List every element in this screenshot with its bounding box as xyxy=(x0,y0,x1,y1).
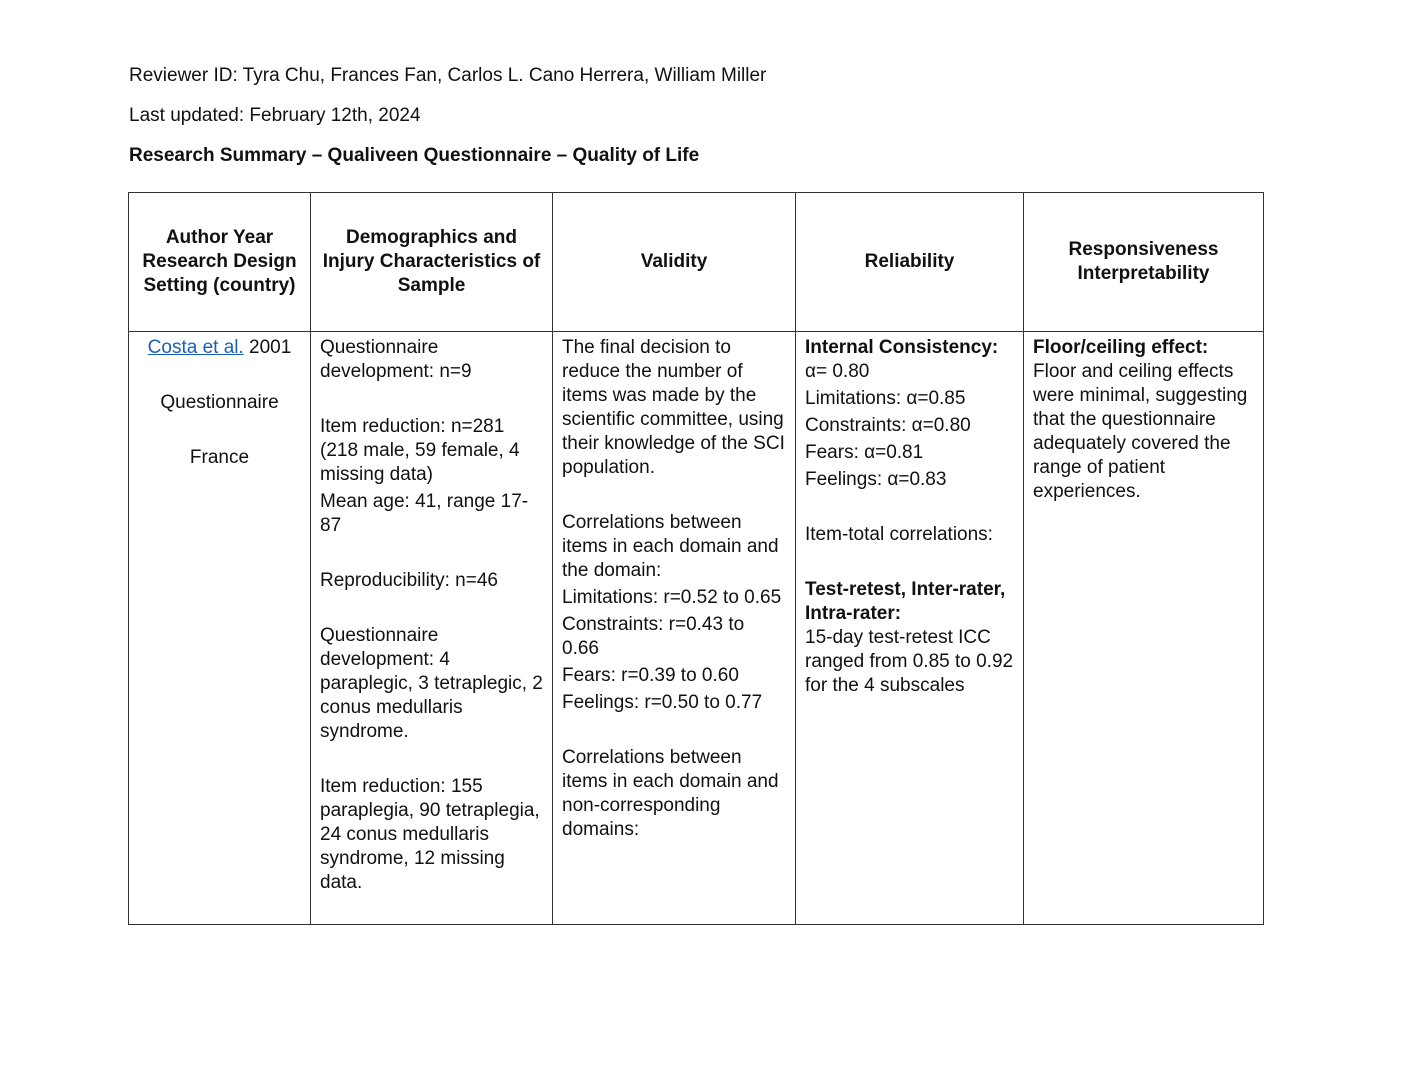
table-row xyxy=(129,332,1264,925)
reliability-text: Fears: α=0.81 xyxy=(805,442,924,463)
demographics-text: Mean age: 41, range 17-87 xyxy=(320,491,529,536)
reliability-text: α= 0.80 xyxy=(805,361,870,382)
demographics-text: Questionnaire development: 4 paraplegic, 3 tetraplegic, 2 conus medullaris syndrome. xyxy=(320,625,543,742)
validity-text: Fears: r=0.39 to 0.60 xyxy=(562,665,739,686)
table-header-row xyxy=(129,193,1264,332)
publication-year: 2001 xyxy=(249,337,292,358)
validity-text: Correlations between items in each domain and the domain: xyxy=(562,512,779,581)
validity-text: The final decision to reduce the number of items was made by the scientific committee, using their knowledge of the SCI population. xyxy=(562,337,785,478)
research-design: Questionnaire xyxy=(160,392,279,413)
document-title: Research Summary – Qualiveen Questionnaire – Quality of Life xyxy=(129,145,700,166)
research-summary-table xyxy=(128,192,1264,925)
reliability-text: Feelings: α=0.83 xyxy=(805,469,947,490)
internal-consistency-heading: Internal Consistency: xyxy=(805,337,999,358)
floor-ceiling-heading: Floor/ceiling effect: xyxy=(1033,337,1209,358)
cell-demographics xyxy=(311,332,553,925)
setting-country: France xyxy=(189,447,250,468)
reliability-text: 15-day test-retest ICC ranged from 0.85 to 0.92 for the 4 subscales xyxy=(805,627,1014,696)
author-citation xyxy=(138,336,301,360)
test-retest-heading: Test-retest, Inter-rater, Intra-rater: xyxy=(805,579,1006,624)
reviewer-id: Reviewer ID: Tyra Chu, Frances Fan, Carlos L. Cano Herrera, William Miller xyxy=(129,65,767,86)
cell-reliability xyxy=(796,332,1024,925)
reliability-text: Item-total correlations: xyxy=(805,524,993,545)
header-responsiveness: Responsiveness Interpretability xyxy=(1024,193,1264,332)
cell-responsiveness xyxy=(1024,332,1264,925)
validity-text: Feelings: r=0.50 to 0.77 xyxy=(562,692,763,713)
header-author: Author Year Research Design Setting (country) xyxy=(129,193,311,332)
validity-text: Constraints: r=0.43 to 0.66 xyxy=(562,614,745,659)
validity-text: Limitations: r=0.52 to 0.65 xyxy=(562,587,782,608)
citation-link[interactable]: Costa et al. xyxy=(147,337,244,358)
header-validity: Validity xyxy=(553,193,796,332)
responsiveness-text: Floor and ceiling effects were minimal, suggesting that the questionnaire adequately covered the range of patient experiences. xyxy=(1033,361,1248,502)
reliability-text: Constraints: α=0.80 xyxy=(805,415,971,436)
cell-author xyxy=(129,332,311,925)
validity-text: Correlations between items in each domain and non-corresponding domains: xyxy=(562,747,779,840)
last-updated: Last updated: February 12th, 2024 xyxy=(129,105,421,126)
header-demographics: Demographics and Injury Characteristics of Sample xyxy=(311,193,553,332)
demographics-text: Reproducibility: n=46 xyxy=(320,570,498,591)
header-reliability: Reliability xyxy=(796,193,1024,332)
cell-validity xyxy=(553,332,796,925)
reliability-text: Limitations: α=0.85 xyxy=(805,388,966,409)
demographics-text: Item reduction: n=281 (218 male, 59 female, 4 missing data) xyxy=(320,416,520,485)
demographics-text: Item reduction: 155 paraplegia, 90 tetraplegia, 24 conus medullaris syndrome, 12 missing data. xyxy=(320,776,540,893)
demographics-text: Questionnaire development: n=9 xyxy=(320,337,472,382)
